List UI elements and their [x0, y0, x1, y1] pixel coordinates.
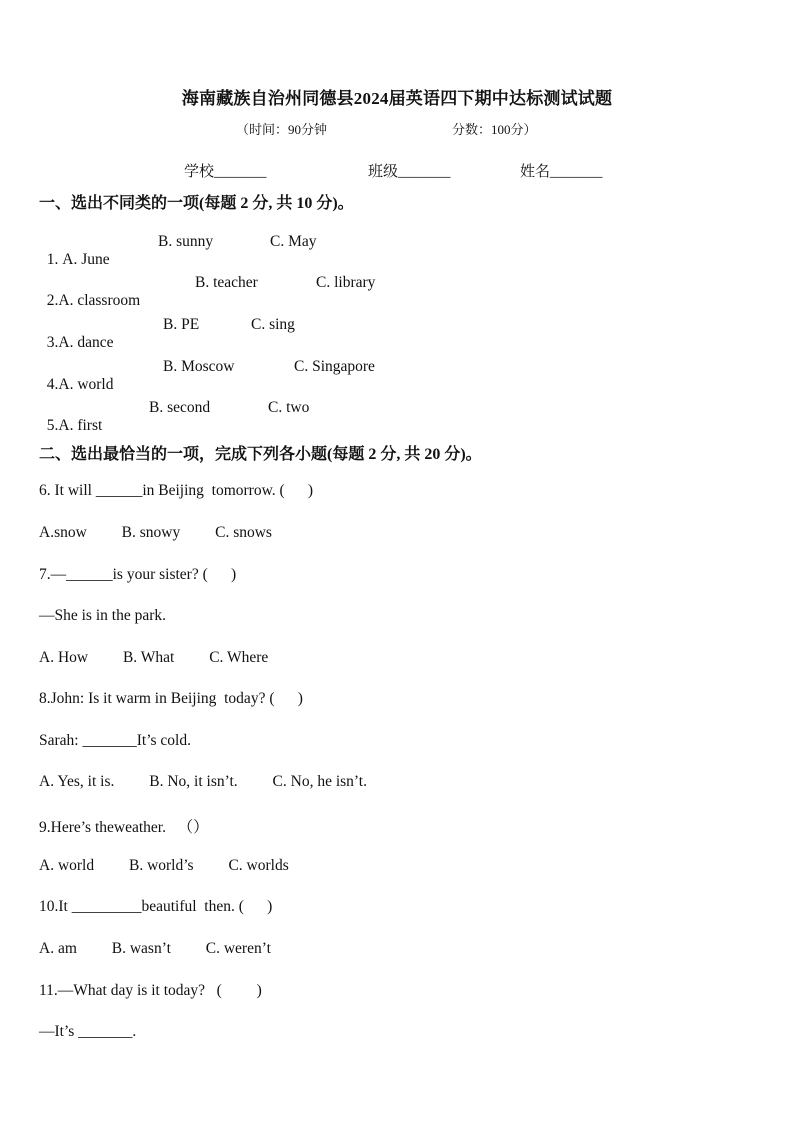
option-b: B. PE [163, 316, 200, 333]
option-c: C. Singapore [294, 358, 375, 375]
option-c: C. May [270, 233, 317, 250]
option-c: C. two [268, 399, 310, 416]
question-number: 3. [46, 334, 59, 351]
question-11: 11.—What day is it today? ( ) [39, 982, 262, 999]
question-row [39, 358, 113, 394]
option-c: C. library [316, 274, 376, 291]
option-a: A. first [58, 417, 103, 434]
option-a: A. world [58, 376, 114, 393]
question-7: 7.—______is your sister? ( ) [39, 566, 237, 583]
exam-time: （时间：90分钟 [236, 122, 328, 137]
question-number: 2. [46, 292, 59, 309]
question-number: 1. [46, 251, 63, 268]
option-a: A. June [62, 251, 110, 268]
question-8-options: A. Yes, it is. B. No, it isn’t. C. No, he isn’t. [39, 773, 367, 790]
option-b: B. second [149, 399, 211, 416]
school-field: 学校_______ [184, 164, 267, 180]
section-2-heading: 二、选出最恰当的一项，完成下列各小题(每题 2 分, 共 20 分)。 [39, 446, 482, 463]
question-row [39, 316, 113, 352]
question-number: 4. [46, 376, 59, 393]
question-row [39, 274, 140, 310]
question-10-options: A. am B. wasn’t C. weren’t [39, 940, 271, 957]
question-10: 10.It _________beautiful then. ( ) [39, 898, 273, 915]
option-b: B. Moscow [163, 358, 235, 375]
option-c: C. sing [251, 316, 295, 333]
question-9-options: A. world B. world’s C. worlds [39, 857, 289, 874]
option-a: A. dance [58, 334, 114, 351]
option-b: B. teacher [195, 274, 258, 291]
option-b: B. sunny [158, 233, 214, 250]
page-title: 海南藏族自治州同德县2024届英语四下期中达标测试试题 [181, 89, 613, 108]
question-row [39, 233, 110, 269]
question-7-options: A. How B. What C. Where [39, 649, 269, 666]
question-row [39, 399, 102, 435]
question-9: 9.Here’s theweather. （） [39, 819, 209, 836]
section-1-heading: 一、选出不同类的一项(每题 2 分, 共 10 分)。 [39, 195, 354, 212]
question-7-answer: —She is in the park. [39, 607, 166, 624]
exam-score: 分数：100分） [452, 122, 537, 137]
question-8-reply: Sarah: _______It’s cold. [39, 732, 191, 749]
question-8: 8.John: Is it warm in Beijing today? ( ) [39, 690, 303, 707]
question-6-options: A.snow B. snowy C. snows [39, 524, 272, 541]
question-6: 6. It will ______in Beijing tomorrow. ( ) [39, 482, 314, 499]
name-field: 姓名_______ [520, 164, 603, 180]
class-field: 班级_______ [368, 164, 451, 180]
question-11-answer: —It’s _______. [39, 1023, 137, 1040]
question-number: 5. [46, 417, 59, 434]
option-a: A. classroom [58, 292, 141, 309]
